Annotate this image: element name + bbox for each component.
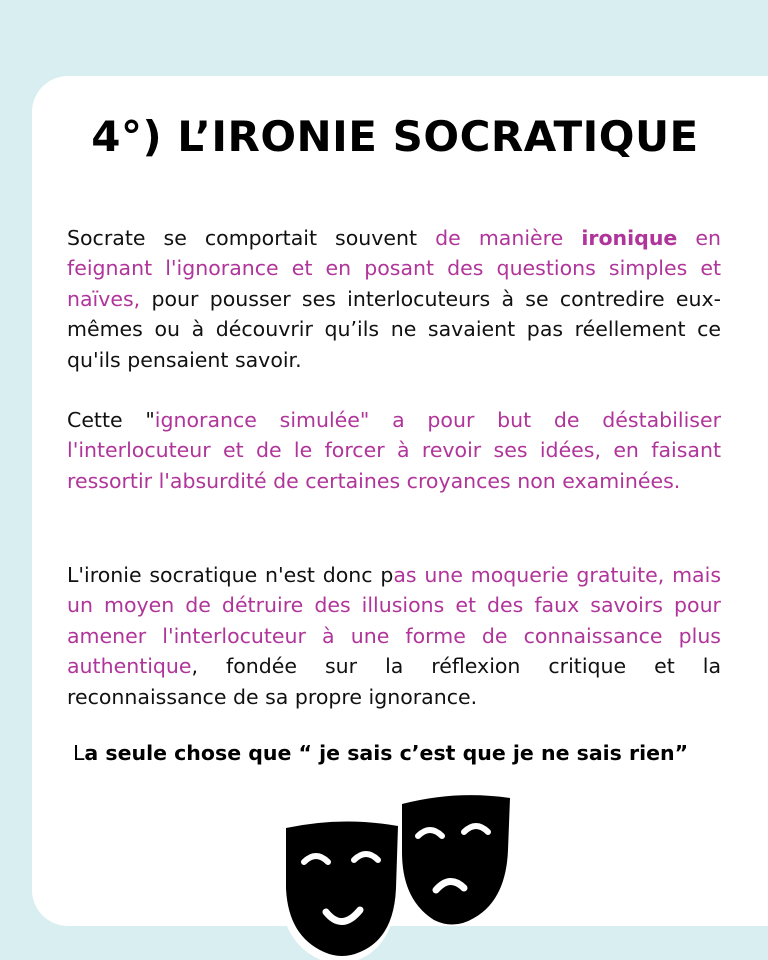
theater-masks-icon [284,790,524,960]
paragraph-ignorance [67,405,721,496]
p3-text-a: L'ironie socratique n'est donc p [67,563,394,587]
p3-highlight-b: as une moquerie gratuite, mais un moyen de détruire des illusions et des faux savoirs pour amener l'interlocuteur à une forme de connaissance plus authentique [67,563,721,679]
socrates-quote [73,741,753,765]
paragraph-conclusion [67,560,721,712]
p1-text-e: pour pousser ses interlocuteurs à se contredire eux-mêmes ou à découvrir qu’ils ne savaient pas réellement ce qu'ils pensaient savoir. [67,286,721,372]
quote-bold-text: a seule chose que “ je sais c’est que je ne sais rien” [84,741,689,765]
p1-keyword-ironique: ironique [581,226,678,250]
page-title: 4°) L’IRONIE SOCRATIQUE [91,112,699,161]
p2-highlight-b: ignorance simulée" a pour but de déstabiliser l'interlocuteur et de le forcer à revoir ses idées, en faisant ressortir l'absurdité de certaines croyances non examinées. [67,408,722,493]
p2-text-a: Cette " [67,408,155,432]
p1-highlight-bold [581,226,677,250]
quote-first-letter: L [73,741,85,765]
p1-highlight-b: de manière [435,226,582,250]
p3-text-c: , fondée sur la réflexion critique et la reconnaissance de sa propre ignorance. [67,654,721,709]
p1-text-a: Socrate se comportait souvent [67,226,436,250]
p1-highlight-d: en feignant l'ignorance et en posant des questions simples et naïves, [67,226,721,311]
happy-mask-icon [286,821,398,956]
paragraph-ironie [67,223,721,375]
sad-mask-icon [402,795,510,924]
